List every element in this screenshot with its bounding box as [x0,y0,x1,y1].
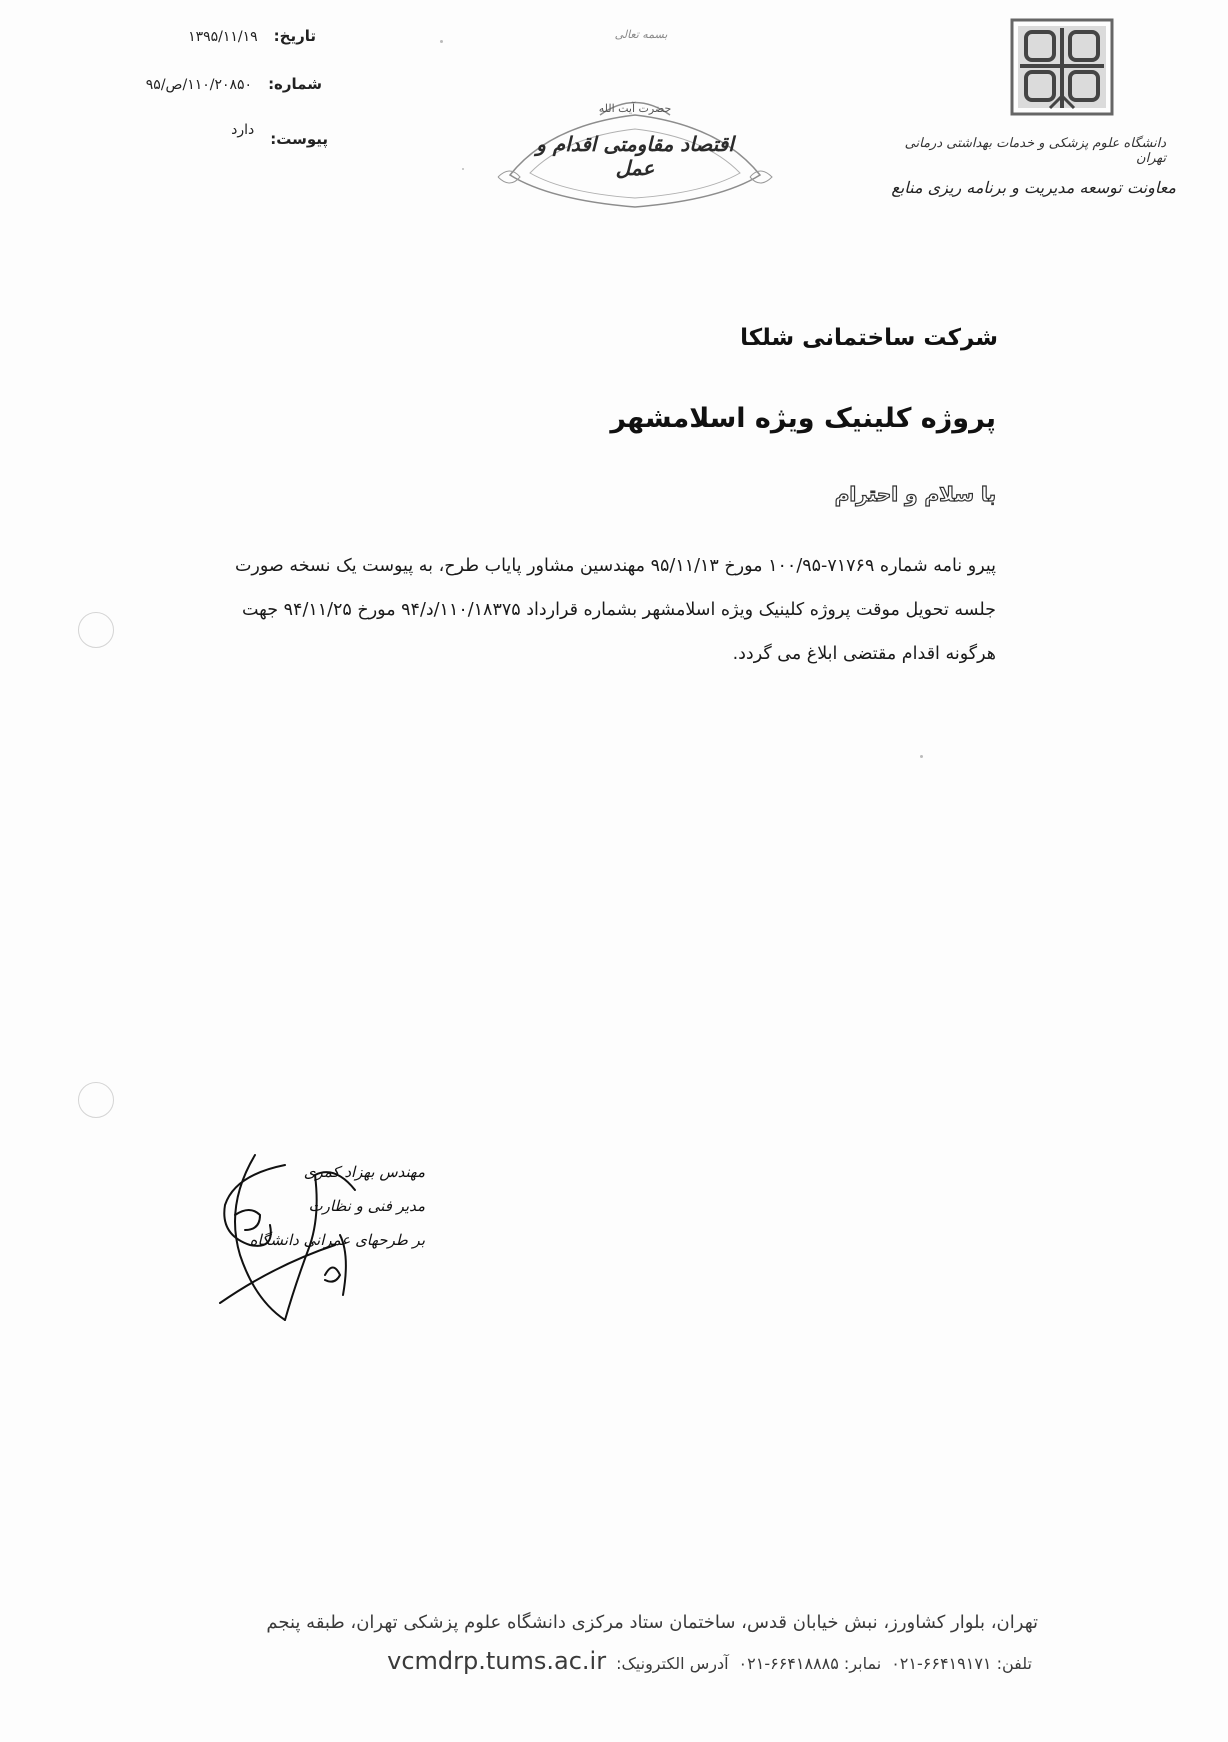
date-value: ۱۳۹۵/۱۱/۱۹ [188,29,258,45]
attachment-label: پیوست: [270,130,328,148]
body-line: هرگونه اقدام مقتضی ابلاغ می گردد. [732,644,996,664]
footer-contacts [387,1647,1032,1675]
footer-address: تهران، بلوار کشاورز، نبش خیابان قدس، ساختمان ستاد مرکزی دانشگاه علوم پزشکی تهران، طبقه پنجم [266,1612,1038,1633]
number-label: شماره: [268,75,322,93]
number-field [146,75,322,93]
greeting: با سلام و احترام [834,482,996,506]
attachment-value: دارد [231,122,255,138]
scan-speck [920,755,923,758]
date-field [188,27,316,45]
attachment-field [231,122,328,148]
footer-url[interactable]: vcmdrp.tums.ac.ir [387,1647,607,1675]
scan-artifact [78,1082,114,1118]
university-name: دانشگاه علوم پزشکی و خدمات بهداشتی درمانی تهران [904,136,1166,166]
university-emblem-icon [1010,18,1114,116]
top-tag: بسمه تعالی [614,28,668,41]
scan-artifact [78,612,114,648]
letter-body [91,544,996,676]
body-line: پیرو نامه شماره ۷۱۷۶۹-۱۰۰/۹۵ مورخ ۹۵/۱۱/۱۳ مهندسین مشاور پایاب طرح، به پیوست یک نسخه صورت [234,556,996,576]
signatory-department: بر طرحهای عمرانی دانشگاه [249,1231,425,1249]
signature-block [249,1155,425,1257]
footer-phone: تلفن: ۶۶۴۱۹۱۷۱-۰۲۱ [891,1654,1032,1673]
deputy-name: معاونت توسعه مدیریت و برنامه ریزی منابع [891,178,1176,197]
signatory-name: مهندس بهزاد کمری [303,1163,425,1181]
signatory-title: مدیر فنی و نظارت [308,1197,425,1215]
scan-speck [440,40,443,43]
scan-speck [462,168,464,170]
subject: پروژه کلینیک ویژه اسلامشهر [610,403,996,434]
date-label: تاریخ: [273,27,316,45]
number-value: ۱۱۰/۲۰۸۵۰/ص/۹۵ [145,77,253,93]
body-line: جلسه تحویل موقت پروژه کلینیک ویژه اسلامشهر بشماره قرارداد ۱۱۰/۱۸۳۷۵/د/۹۴ مورخ ۹۴/۱۱/۲۵ جهت [242,600,996,620]
footer-email-label: آدرس الکترونیک: [616,1654,729,1673]
motto-subtitle: حضرت آیت الله [598,102,672,115]
footer-fax: نمابر: ۶۶۴۱۸۸۸۵-۰۲۱ [738,1654,882,1673]
recipient: شرکت ساختمانی شلکا [740,325,998,351]
motto-text: اقتصاد مقاومتی اقدام و عمل [536,132,734,180]
